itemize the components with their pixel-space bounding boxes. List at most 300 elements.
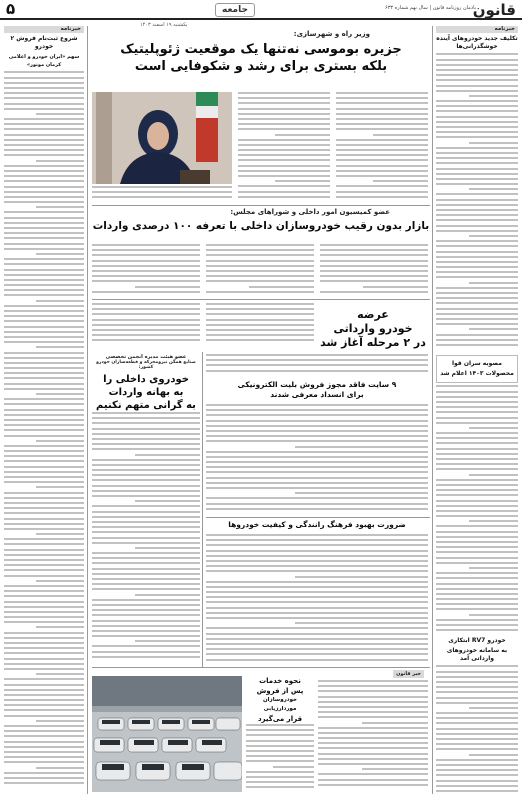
text-line — [206, 560, 428, 562]
text-line — [206, 324, 314, 326]
text-line — [469, 95, 518, 97]
news-box-title-1: نحوه خدمات — [259, 677, 301, 685]
text-line — [4, 512, 84, 514]
text-line — [206, 308, 314, 310]
text-line — [4, 471, 84, 473]
text-line — [436, 665, 518, 667]
text-line — [4, 497, 84, 499]
text-line — [436, 686, 518, 688]
text-line — [436, 64, 518, 66]
news-box-body — [318, 680, 428, 792]
text-line — [238, 170, 330, 172]
text-line — [436, 515, 518, 517]
text-line — [246, 786, 314, 788]
text-line — [436, 157, 518, 159]
text-line — [246, 760, 314, 762]
text-line — [436, 199, 518, 201]
text-line — [92, 557, 200, 559]
text-line — [206, 303, 314, 305]
text-line — [436, 401, 518, 403]
text-line — [206, 339, 314, 341]
left-column-rule — [87, 26, 88, 794]
text-line — [436, 323, 518, 325]
text-line — [92, 448, 200, 450]
text-line — [4, 154, 84, 156]
text-line — [36, 720, 84, 722]
text-line — [206, 570, 428, 572]
auto-body-col-3 — [320, 244, 428, 296]
text-line — [4, 315, 84, 317]
text-line — [206, 260, 314, 262]
text-line — [92, 531, 200, 533]
domestic-body — [92, 412, 200, 664]
text-line — [36, 533, 84, 535]
text-line — [4, 424, 84, 426]
text-line — [206, 280, 314, 282]
text-line — [436, 90, 518, 92]
text-line — [92, 249, 200, 251]
text-line — [4, 559, 84, 561]
text-line — [336, 154, 428, 156]
text-line — [318, 773, 428, 775]
text-line — [436, 183, 518, 185]
text-line — [238, 97, 330, 99]
text-line — [436, 764, 518, 766]
text-line — [92, 599, 200, 601]
text-line — [92, 412, 200, 414]
lead-title-2: بلکه بستری برای رشد و شکوفایی است — [134, 59, 388, 74]
text-line — [206, 354, 428, 356]
text-line — [4, 689, 84, 691]
text-line — [92, 270, 200, 272]
text-line — [4, 751, 84, 753]
text-line — [436, 702, 518, 704]
text-line — [436, 728, 518, 730]
text-line — [206, 334, 314, 336]
text-line — [4, 601, 84, 603]
text-line — [92, 329, 200, 331]
text-line — [4, 377, 84, 379]
text-line — [92, 443, 200, 445]
text-line — [4, 139, 84, 141]
text-line — [436, 136, 518, 138]
text-line — [4, 398, 84, 400]
text-line — [436, 479, 518, 481]
text-line — [4, 466, 84, 468]
text-line — [436, 214, 518, 216]
text-line — [238, 118, 330, 120]
text-line — [238, 92, 330, 94]
news-box-title-4: قرار می‌گیرد — [257, 715, 303, 723]
text-line — [436, 178, 518, 180]
text-line — [246, 755, 314, 757]
text-line — [206, 471, 428, 473]
text-line — [436, 717, 518, 719]
text-line — [320, 254, 428, 256]
text-line — [206, 409, 428, 411]
text-line — [206, 477, 428, 479]
right-column-rule — [432, 26, 433, 794]
text-line — [469, 188, 518, 190]
text-line — [238, 159, 330, 161]
text-line — [4, 310, 84, 312]
text-line — [206, 591, 428, 593]
text-line — [362, 768, 428, 770]
text-line — [336, 118, 428, 120]
text-line — [436, 785, 518, 787]
text-line — [469, 474, 518, 476]
text-line — [246, 734, 314, 736]
text-line — [4, 460, 84, 462]
text-line — [206, 270, 314, 272]
right-sidebar-mid-title-2: محصولات ۱۴۰۳ اعلام شد — [440, 370, 514, 378]
left-sidebar — [4, 26, 84, 794]
text-line — [238, 149, 330, 151]
text-line — [4, 699, 84, 701]
text-line — [4, 71, 84, 73]
text-line — [4, 455, 84, 457]
text-line — [36, 393, 84, 395]
text-line — [373, 180, 428, 182]
text-line — [4, 118, 84, 120]
sites-bottom-rule — [206, 517, 430, 518]
text-line — [206, 497, 428, 499]
text-line — [92, 537, 200, 539]
text-line — [4, 237, 84, 239]
auto-bottom-rule — [92, 299, 430, 300]
text-line — [4, 326, 84, 328]
text-line — [4, 357, 84, 359]
text-line — [36, 206, 84, 208]
text-line — [436, 774, 518, 776]
text-line — [436, 261, 518, 263]
text-line — [4, 403, 84, 405]
text-line — [336, 123, 428, 125]
text-line — [238, 165, 330, 167]
text-line — [295, 576, 428, 578]
text-line — [436, 173, 518, 175]
text-line — [436, 759, 518, 761]
text-line — [206, 265, 314, 267]
text-line — [246, 740, 314, 742]
text-line — [4, 590, 84, 592]
text-line — [206, 586, 428, 588]
domestic-kicker-2: صنایع همگن نیرومحرکه و قطعه‌سازان خودرو کشور: — [96, 360, 196, 370]
text-line — [436, 468, 518, 470]
domestic-kicker-1: عضو هیئت مدیره انجمن تخصصی — [105, 354, 187, 360]
text-line — [4, 211, 84, 213]
text-line — [436, 251, 518, 253]
culture-body — [206, 534, 428, 664]
text-line — [135, 547, 200, 549]
text-line — [246, 771, 314, 773]
text-line — [318, 706, 428, 708]
text-line — [92, 511, 200, 513]
text-line — [436, 385, 518, 387]
text-line — [4, 616, 84, 618]
text-line — [92, 433, 200, 435]
text-line — [4, 336, 84, 338]
text-line — [206, 601, 428, 603]
text-line — [320, 244, 428, 246]
text-line — [436, 121, 518, 123]
text-line — [436, 131, 518, 133]
dateline: یکشنبه ۱۹ اسفند ۱۴۰۳ — [140, 22, 188, 28]
lead-photo-caption — [92, 186, 232, 202]
domestic-right-rule — [202, 352, 203, 667]
text-line — [436, 271, 518, 273]
text-line — [336, 159, 428, 161]
text-line — [436, 671, 518, 673]
left-sidebar-body — [4, 71, 84, 791]
text-line — [320, 270, 428, 272]
text-line — [249, 286, 314, 288]
import-title-3: در ۲ مرحله آغاز شد — [320, 336, 426, 349]
text-line — [436, 681, 518, 683]
text-line — [4, 523, 84, 525]
text-line — [469, 235, 518, 237]
text-line — [206, 466, 428, 468]
text-line — [4, 694, 84, 696]
text-line — [336, 191, 428, 193]
text-line — [4, 652, 84, 654]
text-line — [92, 588, 200, 590]
text-line — [436, 769, 518, 771]
text-line — [436, 748, 518, 750]
text-line — [92, 464, 200, 466]
text-line — [436, 743, 518, 745]
masthead-tagline: یادمان روزنامه قانون | سال نهم شماره ۶۳۳ — [385, 5, 476, 11]
right-sidebar-mid-title-1: مصوبه سران قوا — [451, 360, 502, 368]
text-line — [4, 772, 84, 774]
text-line — [336, 175, 428, 177]
text-line — [206, 643, 428, 645]
text-line — [436, 448, 518, 450]
text-line — [92, 422, 200, 424]
text-line — [206, 508, 428, 510]
text-line — [336, 139, 428, 141]
text-line — [4, 435, 84, 437]
text-line — [4, 186, 84, 188]
text-line — [238, 144, 330, 146]
text-line — [4, 445, 84, 447]
text-line — [238, 185, 330, 187]
text-line — [436, 59, 518, 61]
text-line — [4, 741, 84, 743]
text-line — [92, 244, 200, 246]
text-line — [92, 196, 232, 198]
text-line — [92, 562, 200, 564]
text-line — [436, 500, 518, 502]
text-line — [436, 411, 518, 413]
text-line — [92, 254, 200, 256]
text-line — [436, 79, 518, 81]
text-line — [92, 573, 200, 575]
news-box-tag: خبر قانون — [393, 670, 424, 678]
text-line — [436, 577, 518, 579]
text-line — [92, 645, 200, 647]
text-line — [436, 505, 518, 507]
text-line — [92, 651, 200, 653]
text-line — [92, 625, 200, 627]
text-line — [436, 738, 518, 740]
text-line — [436, 603, 518, 605]
text-line — [436, 168, 518, 170]
text-line — [4, 637, 84, 639]
text-line — [318, 716, 428, 718]
text-line — [238, 128, 330, 130]
text-line — [436, 437, 518, 439]
text-line — [206, 461, 428, 463]
text-line — [4, 165, 84, 167]
text-line — [436, 100, 518, 102]
text-line — [4, 725, 84, 727]
text-line — [318, 711, 428, 713]
text-line — [336, 128, 428, 130]
text-line — [36, 253, 84, 255]
text-line — [4, 341, 84, 343]
text-line — [4, 538, 84, 540]
text-line — [4, 621, 84, 623]
text-line — [4, 730, 84, 732]
text-line — [36, 673, 84, 675]
text-line — [206, 653, 428, 655]
text-line — [469, 282, 518, 284]
text-line — [206, 612, 428, 614]
text-line — [206, 482, 428, 484]
text-line — [4, 585, 84, 587]
text-line — [92, 313, 200, 315]
text-line — [92, 428, 200, 430]
text-line — [36, 300, 84, 302]
text-line — [92, 552, 200, 554]
text-line — [238, 196, 330, 198]
text-line — [436, 344, 518, 346]
text-line — [92, 526, 200, 528]
text-line — [92, 303, 200, 305]
text-line — [318, 732, 428, 734]
text-line — [436, 598, 518, 600]
text-line — [4, 450, 84, 452]
text-line — [4, 492, 84, 494]
text-line — [206, 291, 314, 293]
text-line — [4, 409, 84, 411]
left-sidebar-title-1: شروع ثبت‌نام فروش ۲ خودرو — [10, 35, 78, 51]
text-line — [206, 359, 428, 361]
text-line — [4, 543, 84, 545]
text-line — [36, 580, 84, 582]
text-line — [4, 756, 84, 758]
text-line — [4, 108, 84, 110]
text-line — [436, 588, 518, 590]
car-lot-photo — [92, 676, 242, 792]
text-line — [469, 707, 518, 709]
text-line — [4, 144, 84, 146]
text-line — [4, 289, 84, 291]
left-sidebar-title-2: سهم «ایران خودرو و اعلامی کرمان موتور» — [8, 54, 80, 69]
text-line — [4, 569, 84, 571]
text-line — [436, 276, 518, 278]
auto-headline-block — [92, 208, 430, 234]
mid-body-col-2 — [206, 303, 314, 349]
text-line — [92, 459, 200, 461]
text-line — [373, 134, 428, 136]
right-sidebar-bottom-title-1: خودرو RV7 ابتکاری — [448, 637, 506, 645]
text-line — [206, 420, 428, 422]
text-line — [206, 617, 428, 619]
text-line — [436, 116, 518, 118]
text-line — [336, 149, 428, 151]
text-line — [336, 113, 428, 115]
text-line — [4, 606, 84, 608]
text-line — [436, 790, 518, 792]
text-line — [4, 175, 84, 177]
text-line — [4, 678, 84, 680]
text-line — [320, 291, 428, 293]
text-line — [436, 339, 518, 341]
text-line — [436, 256, 518, 258]
text-line — [436, 126, 518, 128]
text-line — [206, 456, 428, 458]
text-line — [238, 175, 330, 177]
right-sidebar — [436, 26, 518, 794]
text-line — [436, 494, 518, 496]
text-line — [275, 180, 330, 182]
text-line — [206, 550, 428, 552]
text-line — [4, 414, 84, 416]
text-line — [4, 352, 84, 354]
text-line — [4, 362, 84, 364]
text-line — [92, 583, 200, 585]
text-line — [4, 331, 84, 333]
text-line — [436, 193, 518, 195]
text-line — [246, 745, 314, 747]
text-line — [92, 542, 200, 544]
text-line — [336, 108, 428, 110]
news-box-body-2 — [246, 724, 314, 792]
text-line — [4, 263, 84, 265]
text-line — [436, 619, 518, 621]
text-line — [318, 727, 428, 729]
news-box-headline — [246, 676, 314, 724]
text-line — [436, 225, 518, 227]
text-line — [436, 442, 518, 444]
text-line — [92, 339, 200, 341]
text-line — [135, 640, 200, 642]
text-line — [436, 105, 518, 107]
text-line — [362, 722, 428, 724]
text-line — [436, 463, 518, 465]
right-sidebar-body-2 — [436, 385, 518, 635]
text-line — [4, 388, 84, 390]
text-line — [4, 383, 84, 385]
text-line — [436, 230, 518, 232]
text-line — [206, 435, 428, 437]
domestic-title-2: به بهانه واردات — [108, 387, 184, 398]
text-line — [92, 319, 200, 321]
text-line — [4, 222, 84, 224]
import-title-1: عرضه — [357, 308, 389, 321]
text-line — [238, 102, 330, 104]
text-line — [4, 684, 84, 686]
text-line — [436, 308, 518, 310]
text-line — [206, 414, 428, 416]
text-line — [4, 632, 84, 634]
text-line — [436, 624, 518, 626]
text-line — [436, 691, 518, 693]
text-line — [436, 541, 518, 543]
text-line — [436, 484, 518, 486]
